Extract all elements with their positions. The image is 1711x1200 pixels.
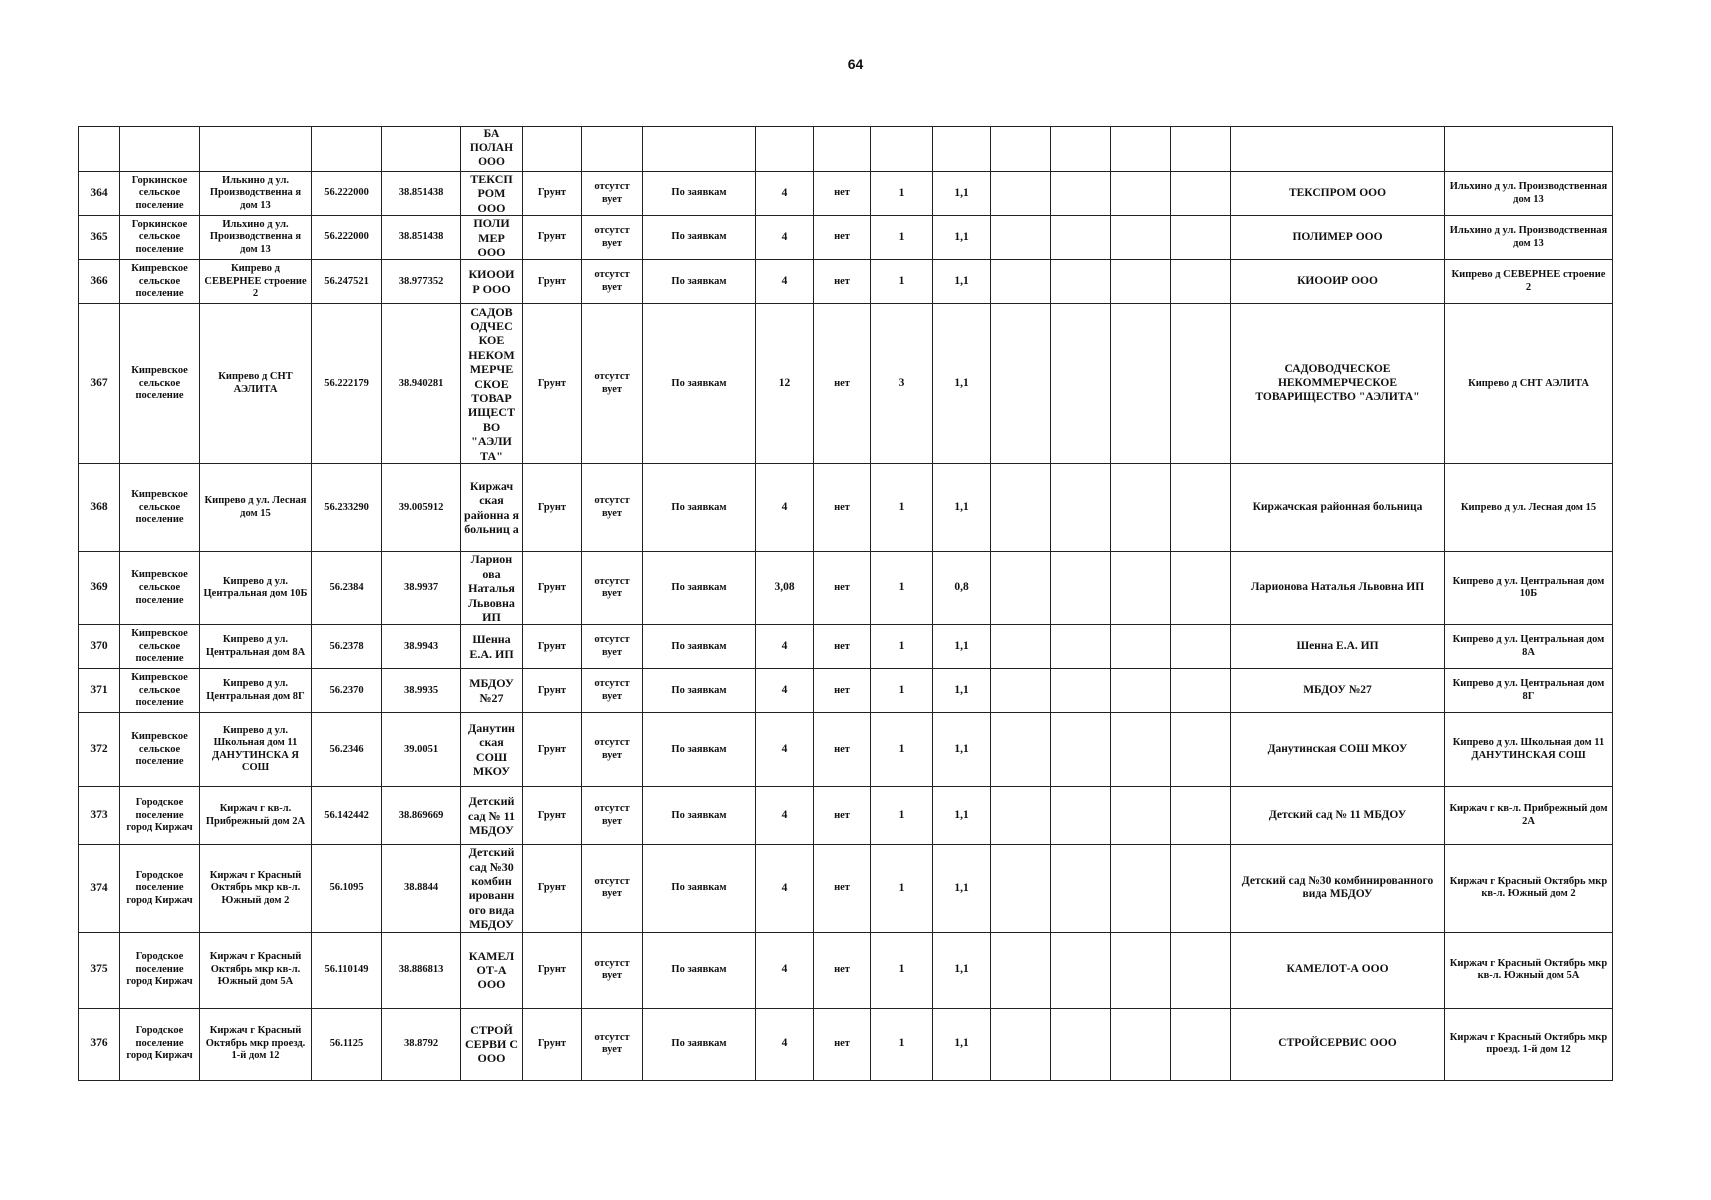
cell-empty: [991, 669, 1051, 713]
cell-surface: Грунт: [523, 216, 582, 260]
cell-empty: [1171, 464, 1231, 552]
cell-empty: [1051, 464, 1111, 552]
cell-longitude: 39.005912: [382, 464, 461, 552]
table-row: [79, 304, 1613, 464]
cell-owner-full: Киржачская районная больница: [1231, 464, 1445, 552]
head-fragment-line: ПОЛАН: [469, 142, 514, 155]
cell-container-volume: 1,1: [933, 1008, 991, 1080]
table-row: [79, 625, 1613, 669]
cell-removal-schedule: По заявкам: [643, 845, 756, 932]
cell-empty: [1051, 713, 1111, 787]
table-row: [79, 669, 1613, 713]
cell-empty: [1051, 552, 1111, 625]
page-number: 64: [847, 56, 864, 72]
cell-cover: нет: [814, 669, 871, 713]
cell-area: 4: [756, 260, 814, 304]
cell-address: Кипрево д ул. Лесная дом 15: [200, 464, 312, 552]
cell-cover: нет: [814, 172, 871, 216]
cell-empty: [1051, 127, 1111, 172]
cell-address: Кипрево д ул. Школьная дом 11 ДАНУТИНСКА Я СОШ: [200, 713, 312, 787]
cell-waste-source: Кипрево д ул. Центральная дом 8А: [1445, 625, 1613, 669]
cell-empty: [814, 127, 871, 172]
cell-empty: [1171, 625, 1231, 669]
table-row-continuation: [79, 127, 1613, 172]
cell-address: Кипрево д СНТ АЭЛИТА: [200, 304, 312, 464]
cell-fence: отсутст вует: [582, 172, 643, 216]
cell-empty: [1171, 713, 1231, 787]
cell-owner-full: Данутинская СОШ МКОУ: [1231, 713, 1445, 787]
cell-longitude: 38.886813: [382, 932, 461, 1008]
cell-fence: отсутст вует: [582, 464, 643, 552]
cell-cover: нет: [814, 787, 871, 845]
cell-owner-short: Данутин ская СОШ МКОУ: [461, 713, 523, 787]
cell-owner-short: ПОЛИ МЕР ООО: [461, 216, 523, 260]
cell-container-count: 1: [871, 464, 933, 552]
cell-cover: нет: [814, 216, 871, 260]
cell-area: 4: [756, 1008, 814, 1080]
cell-latitude: 56.1095: [312, 845, 382, 932]
cell-settlement: Кипревское сельское поселение: [120, 464, 200, 552]
cell-container-volume: 1,1: [933, 304, 991, 464]
cell-fence: отсутст вует: [582, 669, 643, 713]
cell-row-number: 364: [79, 172, 120, 216]
cell-removal-schedule: По заявкам: [643, 260, 756, 304]
cell-waste-source: Ильхино д ул. Производственная дом 13: [1445, 172, 1613, 216]
cell-owner-short: [461, 127, 523, 172]
cell-container-count: 1: [871, 713, 933, 787]
cell-fence: отсутст вует: [582, 932, 643, 1008]
cell-longitude: 38.8844: [382, 845, 461, 932]
cell-empty: [1051, 845, 1111, 932]
cell-surface: Грунт: [523, 787, 582, 845]
cell-settlement: Кипревское сельское поселение: [120, 625, 200, 669]
cell-container-count: 3: [871, 304, 933, 464]
cell-empty: [1171, 260, 1231, 304]
cell-empty: [1171, 845, 1231, 932]
cell-empty: [523, 127, 582, 172]
cell-surface: Грунт: [523, 932, 582, 1008]
cell-empty: [1445, 127, 1613, 172]
cell-latitude: 56.222000: [312, 216, 382, 260]
cell-cover: нет: [814, 932, 871, 1008]
cell-fence: отсутст вует: [582, 552, 643, 625]
cell-surface: Грунт: [523, 464, 582, 552]
cell-address: Кипрево д ул. Центральная дом 8А: [200, 625, 312, 669]
cell-empty: [582, 127, 643, 172]
cell-empty: [1171, 1008, 1231, 1080]
cell-empty: [1111, 464, 1171, 552]
cell-empty: [991, 172, 1051, 216]
cell-empty: [1111, 787, 1171, 845]
cell-owner-full: КИООИР ООО: [1231, 260, 1445, 304]
cell-owner-short: Детский сад №30 комбин ированн ого вида МБДОУ: [461, 845, 523, 932]
cell-empty: [1171, 304, 1231, 464]
cell-surface: Грунт: [523, 625, 582, 669]
cell-longitude: 38.851438: [382, 172, 461, 216]
cell-row-number: 372: [79, 713, 120, 787]
cell-waste-source: Кипрево д ул. Центральная дом 10Б: [1445, 552, 1613, 625]
cell-empty: [1111, 172, 1171, 216]
cell-cover: нет: [814, 260, 871, 304]
cell-row-number: 370: [79, 625, 120, 669]
cell-empty: [1111, 127, 1171, 172]
cell-address: Илькино д ул. Производственна я дом 13: [200, 172, 312, 216]
cell-settlement: Кипревское сельское поселение: [120, 713, 200, 787]
cell-area: 4: [756, 787, 814, 845]
cell-owner-full: Шенна Е.А. ИП: [1231, 625, 1445, 669]
cell-cover: нет: [814, 464, 871, 552]
cell-row-number: 376: [79, 1008, 120, 1080]
cell-row-number: 373: [79, 787, 120, 845]
cell-empty: [991, 552, 1051, 625]
cell-fence: отсутст вует: [582, 845, 643, 932]
cell-removal-schedule: По заявкам: [643, 669, 756, 713]
cell-container-volume: 1,1: [933, 172, 991, 216]
cell-settlement: Кипревское сельское поселение: [120, 260, 200, 304]
cell-settlement: Горкинское сельское поселение: [120, 172, 200, 216]
cell-empty: [1051, 304, 1111, 464]
cell-cover: нет: [814, 552, 871, 625]
cell-settlement: Кипревское сельское поселение: [120, 304, 200, 464]
table-row: [79, 787, 1613, 845]
cell-owner-short: Шенна Е.А. ИП: [461, 625, 523, 669]
cell-longitude: 38.869669: [382, 787, 461, 845]
cell-removal-schedule: По заявкам: [643, 713, 756, 787]
cell-owner-short: Ларион ова Наталья Львовна ИП: [461, 552, 523, 625]
cell-surface: Грунт: [523, 552, 582, 625]
cell-fence: отсутст вует: [582, 260, 643, 304]
cell-empty: [991, 932, 1051, 1008]
cell-area: 4: [756, 713, 814, 787]
cell-container-count: 1: [871, 1008, 933, 1080]
cell-owner-short: САДОВ ОДЧЕС КОЕ НЕКОМ МЕРЧЕ СКОЕ ТОВАР ИЩЕСТ ВО "АЭЛИ ТА": [461, 304, 523, 464]
cell-container-volume: 1,1: [933, 787, 991, 845]
cell-area: 4: [756, 845, 814, 932]
cell-container-count: 1: [871, 172, 933, 216]
cell-row-number: 374: [79, 845, 120, 932]
cell-surface: Грунт: [523, 713, 582, 787]
cell-empty: [1051, 260, 1111, 304]
cell-removal-schedule: По заявкам: [643, 216, 756, 260]
cell-empty: [120, 127, 200, 172]
cell-area: 3,08: [756, 552, 814, 625]
cell-empty: [1111, 552, 1171, 625]
cell-owner-short: Киржач ская районна я больниц а: [461, 464, 523, 552]
cell-fence: отсутст вует: [582, 304, 643, 464]
cell-empty: [1111, 304, 1171, 464]
cell-empty: [756, 127, 814, 172]
table-row: [79, 464, 1613, 552]
cell-address: Кипрево д ул. Центральная дом 8Г: [200, 669, 312, 713]
cell-latitude: 56.110149: [312, 932, 382, 1008]
cell-surface: Грунт: [523, 260, 582, 304]
cell-longitude: 38.940281: [382, 304, 461, 464]
cell-address: Киржач г Красный Октябрь мкр кв-л. Южный дом 5А: [200, 932, 312, 1008]
table-row: [79, 932, 1613, 1008]
cell-latitude: 56.222000: [312, 172, 382, 216]
cell-cover: нет: [814, 304, 871, 464]
cell-latitude: 56.247521: [312, 260, 382, 304]
cell-owner-full: САДОВОДЧЕСКОЕ НЕКОММЕРЧЕСКОЕ ТОВАРИЩЕСТВО "АЭЛИТА": [1231, 304, 1445, 464]
cell-empty: [1171, 216, 1231, 260]
cell-address: Киржач г кв-л. Прибрежный дом 2А: [200, 787, 312, 845]
cell-waste-source: Кипрево д СЕВЕРНЕЕ строение 2: [1445, 260, 1613, 304]
cell-fence: отсутст вует: [582, 216, 643, 260]
cell-empty: [1051, 1008, 1111, 1080]
cell-container-count: 1: [871, 932, 933, 1008]
cell-container-volume: 1,1: [933, 625, 991, 669]
cell-area: 4: [756, 172, 814, 216]
cell-latitude: 56.1125: [312, 1008, 382, 1080]
cell-owner-short: КАМЕЛ ОТ-А ООО: [461, 932, 523, 1008]
cell-surface: Грунт: [523, 1008, 582, 1080]
cell-row-number: 366: [79, 260, 120, 304]
cell-longitude: 38.9935: [382, 669, 461, 713]
cell-cover: нет: [814, 625, 871, 669]
cell-surface: Грунт: [523, 304, 582, 464]
cell-latitude: 56.2384: [312, 552, 382, 625]
cell-empty: [1051, 787, 1111, 845]
cell-empty: [1171, 127, 1231, 172]
cell-longitude: 38.8792: [382, 1008, 461, 1080]
cell-empty: [991, 260, 1051, 304]
cell-empty: [991, 845, 1051, 932]
cell-latitude: 56.233290: [312, 464, 382, 552]
cell-waste-source: Кипрево д СНТ АЭЛИТА: [1445, 304, 1613, 464]
cell-fence: отсутст вует: [582, 1008, 643, 1080]
cell-row-number: 371: [79, 669, 120, 713]
table-row: [79, 845, 1613, 932]
cell-row-number: 369: [79, 552, 120, 625]
cell-owner-short: Детский сад № 11 МБДОУ: [461, 787, 523, 845]
cell-area: 4: [756, 625, 814, 669]
cell-settlement: Горкинское сельское поселение: [120, 216, 200, 260]
cell-container-count: 1: [871, 260, 933, 304]
cell-empty: [1171, 787, 1231, 845]
cell-waste-source: Ильхино д ул. Производственная дом 13: [1445, 216, 1613, 260]
cell-empty: [871, 127, 933, 172]
cell-owner-short: ТЕКСП РОМ ООО: [461, 172, 523, 216]
cell-empty: [1111, 845, 1171, 932]
cell-empty: [1111, 669, 1171, 713]
cell-owner-full: Детский сад №30 комбинированного вида МБДОУ: [1231, 845, 1445, 932]
cell-latitude: 56.222179: [312, 304, 382, 464]
cell-container-volume: 1,1: [933, 669, 991, 713]
cell-container-volume: 1,1: [933, 464, 991, 552]
cell-removal-schedule: По заявкам: [643, 932, 756, 1008]
cell-area: 4: [756, 216, 814, 260]
cell-fence: отсутст вует: [582, 713, 643, 787]
cell-empty: [1051, 669, 1111, 713]
cell-empty: [991, 625, 1051, 669]
cell-latitude: 56.2370: [312, 669, 382, 713]
cell-owner-full: Детский сад № 11 МБДОУ: [1231, 787, 1445, 845]
cell-waste-source: Киржач г Красный Октябрь мкр кв-л. Южный дом 2: [1445, 845, 1613, 932]
cell-waste-source: Кипрево д ул. Школьная дом 11 ДАНУТИНСКАЯ СОШ: [1445, 713, 1613, 787]
cell-longitude: 38.9943: [382, 625, 461, 669]
cell-address: Киржач г Красный Октябрь мкр проезд. 1-й дом 12: [200, 1008, 312, 1080]
cell-empty: [1171, 552, 1231, 625]
cell-empty: [1051, 172, 1111, 216]
head-fragment-line: БА: [483, 128, 500, 141]
cell-owner-short: КИООИ Р ООО: [461, 260, 523, 304]
table-row: [79, 172, 1613, 216]
cell-cover: нет: [814, 713, 871, 787]
cell-settlement: Городское поселение город Киржач: [120, 932, 200, 1008]
cell-empty: [1171, 932, 1231, 1008]
cell-settlement: Городское поселение город Киржач: [120, 1008, 200, 1080]
cell-empty: [1111, 216, 1171, 260]
cell-settlement: Городское поселение город Киржач: [120, 845, 200, 932]
cell-waste-source: Киржач г Красный Октябрь мкр проезд. 1-й дом 12: [1445, 1008, 1613, 1080]
cell-row-number: 365: [79, 216, 120, 260]
cell-empty: [1111, 625, 1171, 669]
cell-latitude: 56.2378: [312, 625, 382, 669]
cell-container-volume: 1,1: [933, 216, 991, 260]
cell-owner-short: МБДОУ №27: [461, 669, 523, 713]
cell-empty: [991, 464, 1051, 552]
cell-row-number: 368: [79, 464, 120, 552]
cell-container-count: 1: [871, 552, 933, 625]
cell-container-volume: 1,1: [933, 845, 991, 932]
head-fragment-line: ООО: [478, 155, 505, 168]
cell-settlement: Кипревское сельское поселение: [120, 552, 200, 625]
cell-address: Кипрево д ул. Центральная дом 10Б: [200, 552, 312, 625]
cell-empty: [1111, 932, 1171, 1008]
cell-longitude: 38.851438: [382, 216, 461, 260]
cell-container-count: 1: [871, 845, 933, 932]
cell-container-volume: 1,1: [933, 932, 991, 1008]
cell-fence: отсутст вует: [582, 787, 643, 845]
cell-address: Ильхино д ул. Производственна я дом 13: [200, 216, 312, 260]
cell-longitude: 39.0051: [382, 713, 461, 787]
cell-empty: [991, 216, 1051, 260]
cell-empty: [1051, 625, 1111, 669]
table-row: [79, 552, 1613, 625]
cell-owner-full: Ларионова Наталья Львовна ИП: [1231, 552, 1445, 625]
cell-address: Кипрево д СЕВЕРНЕЕ строение 2: [200, 260, 312, 304]
cell-owner-full: СТРОЙСЕРВИС ООО: [1231, 1008, 1445, 1080]
cell-empty: [991, 127, 1051, 172]
cell-surface: Грунт: [523, 172, 582, 216]
cell-surface: Грунт: [523, 845, 582, 932]
cell-longitude: 38.977352: [382, 260, 461, 304]
cell-container-volume: 0,8: [933, 552, 991, 625]
cell-row-number: 375: [79, 932, 120, 1008]
cell-latitude: 56.142442: [312, 787, 382, 845]
cell-surface: Грунт: [523, 669, 582, 713]
cell-empty: [991, 304, 1051, 464]
cell-area: 4: [756, 464, 814, 552]
cell-empty: [312, 127, 382, 172]
cell-waste-source: Киржач г кв-л. Прибрежный дом 2А: [1445, 787, 1613, 845]
cell-empty: [1171, 172, 1231, 216]
cell-removal-schedule: По заявкам: [643, 625, 756, 669]
cell-empty: [1111, 1008, 1171, 1080]
cell-owner-full: ПОЛИМЕР ООО: [1231, 216, 1445, 260]
cell-cover: нет: [814, 1008, 871, 1080]
cell-empty: [991, 1008, 1051, 1080]
cell-waste-source: Киржач г Красный Октябрь мкр кв-л. Южный дом 5А: [1445, 932, 1613, 1008]
registry-table: [78, 126, 1613, 1081]
cell-area: 12: [756, 304, 814, 464]
cell-removal-schedule: По заявкам: [643, 464, 756, 552]
cell-container-volume: 1,1: [933, 713, 991, 787]
cell-owner-full: ТЕКСПРОМ ООО: [1231, 172, 1445, 216]
cell-empty: [1051, 932, 1111, 1008]
cell-settlement: Кипревское сельское поселение: [120, 669, 200, 713]
cell-removal-schedule: По заявкам: [643, 1008, 756, 1080]
table-row: [79, 713, 1613, 787]
cell-owner-full: МБДОУ №27: [1231, 669, 1445, 713]
cell-longitude: 38.9937: [382, 552, 461, 625]
cell-settlement: Городское поселение город Киржач: [120, 787, 200, 845]
cell-area: 4: [756, 669, 814, 713]
cell-empty: [79, 127, 120, 172]
cell-removal-schedule: По заявкам: [643, 172, 756, 216]
cell-empty: [1051, 216, 1111, 260]
table-row: [79, 1008, 1613, 1080]
table-row: [79, 260, 1613, 304]
cell-fence: отсутст вует: [582, 625, 643, 669]
cell-removal-schedule: По заявкам: [643, 787, 756, 845]
cell-empty: [1111, 713, 1171, 787]
cell-empty: [1111, 260, 1171, 304]
cell-owner-full: КАМЕЛОТ-А ООО: [1231, 932, 1445, 1008]
table-row: [79, 216, 1613, 260]
cell-cover: нет: [814, 845, 871, 932]
cell-latitude: 56.2346: [312, 713, 382, 787]
cell-waste-source: Кипрево д ул. Центральная дом 8Г: [1445, 669, 1613, 713]
cell-area: 4: [756, 932, 814, 1008]
cell-container-count: 1: [871, 787, 933, 845]
cell-empty: [1231, 127, 1445, 172]
cell-empty: [991, 787, 1051, 845]
cell-empty: [1171, 669, 1231, 713]
cell-removal-schedule: По заявкам: [643, 304, 756, 464]
cell-empty: [200, 127, 312, 172]
cell-address: Киржач г Красный Октябрь мкр кв-л. Южный дом 2: [200, 845, 312, 932]
cell-waste-source: Кипрево д ул. Лесная дом 15: [1445, 464, 1613, 552]
cell-empty: [382, 127, 461, 172]
cell-container-volume: 1,1: [933, 260, 991, 304]
cell-container-count: 1: [871, 216, 933, 260]
cell-container-count: 1: [871, 625, 933, 669]
cell-row-number: 367: [79, 304, 120, 464]
cell-owner-short: СТРОЙ СЕРВИ С ООО: [461, 1008, 523, 1080]
cell-removal-schedule: По заявкам: [643, 552, 756, 625]
cell-empty: [933, 127, 991, 172]
cell-empty: [991, 713, 1051, 787]
cell-container-count: 1: [871, 669, 933, 713]
cell-empty: [643, 127, 756, 172]
